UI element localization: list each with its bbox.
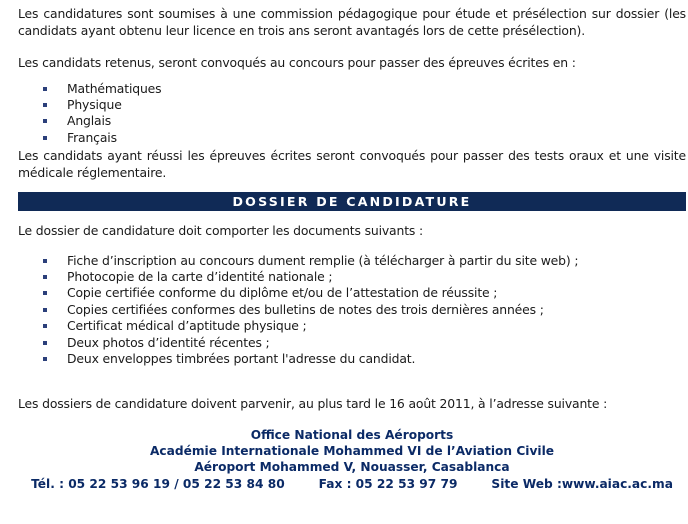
academy-name: Académie Internationale Mohammed VI de l’Aviation Civile <box>149 444 555 459</box>
list-item-label: Anglais <box>67 113 112 129</box>
list-item <box>18 318 686 334</box>
list-item-label: Français <box>67 129 117 145</box>
square-bullet-icon <box>43 275 47 279</box>
address-block <box>18 427 686 492</box>
street-address: Aéroport Mohammed V, Nouasser, Casablanca <box>194 460 510 475</box>
list-item-label: Copie certifiée conforme du diplôme et/ou de l’attestation de réussite ; <box>67 285 498 301</box>
documents-list <box>18 253 686 368</box>
square-bullet-icon <box>43 136 47 140</box>
list-item-label: Mathématiques <box>67 80 162 96</box>
organization-name: Office National des Aéroports <box>250 427 454 442</box>
list-item <box>18 81 686 97</box>
oral-paragraph: Les candidats ayant réussi les épreuves écrites seront convoqués pour passer des tests oraux et une visite médicale réglementaire. <box>18 148 686 180</box>
square-bullet-icon <box>43 324 47 328</box>
square-bullet-icon <box>43 103 47 107</box>
list-item <box>18 302 686 318</box>
section-title-banner: DOSSIER DE CANDIDATURE <box>18 192 686 211</box>
list-item <box>18 335 686 351</box>
telephone-numbers: Tél. : 05 22 53 96 19 / 05 22 53 84 80 <box>31 476 285 491</box>
list-item <box>18 269 686 285</box>
square-bullet-icon <box>43 291 47 295</box>
square-bullet-icon <box>43 119 47 123</box>
square-bullet-icon <box>43 259 47 263</box>
list-item-label: Fiche d’inscription au concours dument remplie (à télécharger à partir du site web) ; <box>67 252 579 268</box>
list-item <box>18 285 686 301</box>
square-bullet-icon <box>43 357 47 361</box>
list-item <box>18 97 686 113</box>
list-item-label: Deux enveloppes timbrées portant l'adresse du candidat. <box>67 351 416 367</box>
fax-number: Fax : 05 22 53 97 79 <box>318 476 458 491</box>
dossier-intro-paragraph: Le dossier de candidature doit comporter les documents suivants : <box>18 223 424 239</box>
contact-line <box>18 476 686 492</box>
document-page <box>18 6 686 492</box>
commission-paragraph: Les candidatures sont soumises à une commission pédagogique pour étude et présélection sur dossier (les candidats ayant obtenu leur licence en trois ans seront avantagés lors de cette présélection). <box>18 6 686 38</box>
square-bullet-icon <box>43 341 47 345</box>
list-item-label: Copies certifiées conformes des bulletins de notes des trois dernières années ; <box>67 301 544 317</box>
list-item <box>18 113 686 129</box>
list-item-label: Photocopie de la carte d’identité nationale ; <box>67 269 333 285</box>
list-item-label: Physique <box>67 96 122 112</box>
list-item-label: Deux photos d’identité récentes ; <box>67 334 270 350</box>
website-link[interactable]: Site Web :www.aiac.ac.ma <box>491 476 673 491</box>
deadline-paragraph: Les dossiers de candidature doivent parvenir, au plus tard le 16 août 2011, à l’adresse suivante : <box>18 396 608 412</box>
written-exams-list <box>18 81 686 147</box>
list-item <box>18 253 686 269</box>
square-bullet-icon <box>43 308 47 312</box>
list-item <box>18 130 686 146</box>
list-item <box>18 351 686 367</box>
square-bullet-icon <box>43 87 47 91</box>
convocation-paragraph: Les candidats retenus, seront convoqués au concours pour passer des épreuves écrites en : <box>18 55 576 70</box>
list-item-label: Certificat médical d’aptitude physique ; <box>67 318 307 334</box>
